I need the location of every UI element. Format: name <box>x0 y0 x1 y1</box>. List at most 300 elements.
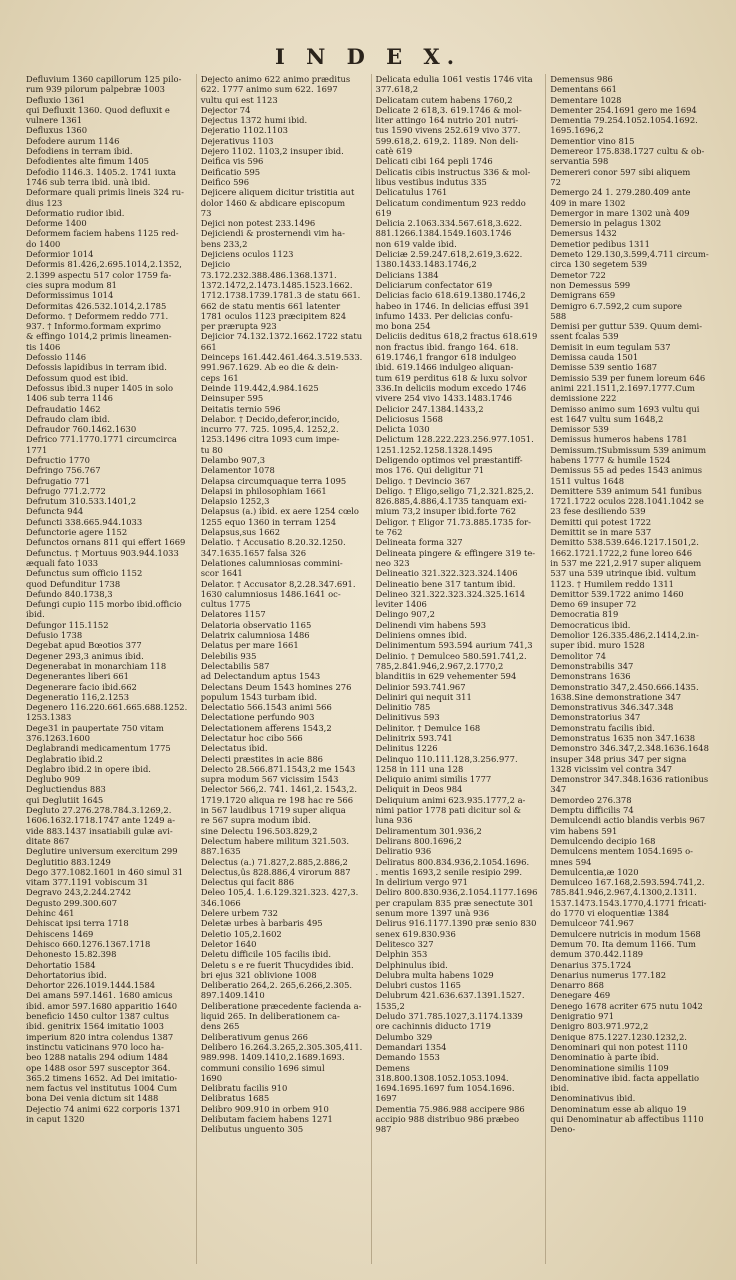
index-entry: tis 1406 <box>26 341 61 352</box>
index-entry: Deformior 1014 <box>26 249 94 260</box>
index-entry: non Demessus 599 <box>550 279 631 290</box>
index-entry: Delinquo 110.111.128,3.256.977. <box>375 753 518 764</box>
index-entry: Dementans 661 <box>550 84 617 95</box>
index-entry: Delinimentum 593.594 aurium 741,3 <box>375 640 533 651</box>
index-entry: mium 73,2 insuper ibid.forte 762 <box>375 506 517 517</box>
index-entry: 991.967.1629. Ab eo die & dein- <box>200 362 339 373</box>
index-entry: Deinde 119.442,4.984.1625 <box>200 382 319 393</box>
index-entry: Defodio 1146.3. 1405.2. 1741 iuxta <box>26 166 176 177</box>
index-entry: Defluxio 1361 <box>26 94 86 105</box>
index-entry: ssent fcalas 539 <box>550 331 619 342</box>
index-entry: Demulcendo decipio 168 <box>550 835 656 846</box>
index-entry: Dehisco 660.1276.1367.1718 <box>26 938 151 949</box>
index-entry: Defossis lapidibus in terram ibid. <box>26 362 167 373</box>
index-entry: Dege31 in paupertate 750 vitam <box>26 722 164 733</box>
index-entry: Delecti præstites in acie 886 <box>200 753 324 764</box>
index-entry: 1253.1383 <box>26 712 72 723</box>
index-entry: 881.1266.1384.1549.1603.1746 <box>375 228 512 239</box>
index-entry: cies supra modum 81 <box>26 279 117 290</box>
index-column-4 <box>545 74 716 1264</box>
index-entry: Dei amans 597.1461. 1680 amicus <box>26 990 173 1001</box>
index-entry: ibid. amor 597.1680 apparitio 1640 <box>26 1000 178 1011</box>
index-entry: 2.1399 aspectu 517 color 1759 fa- <box>26 269 172 280</box>
index-entry: Defungi cupio 115 morbo ibid.officio <box>26 599 182 610</box>
index-entry: Delubrum 421.636.637.1391.1527. <box>375 990 525 1001</box>
index-entry: Dementior vino 815 <box>550 135 635 146</box>
index-entry: Defossio 1146 <box>26 352 87 363</box>
index-entry: Deligo. † Devincio 367 <box>375 475 471 486</box>
index-entry: est 1647 vultu sum 1648,2 <box>550 413 664 424</box>
index-entry: Degenerabat in monarchiam 118 <box>26 660 167 671</box>
index-entry: rum 939 pilorum palpebræ 1003 <box>26 84 165 95</box>
index-entry: Defructio 1770 <box>26 454 90 465</box>
index-entry: Denominatio à parte ibid. <box>550 1052 659 1063</box>
index-entry: Deliberatio 264,2. 265,6.266,2.305. <box>200 980 353 991</box>
index-entry: Dejecto animo 622 animo præditus <box>200 74 351 84</box>
index-entry: Delectans Deum 1543 homines 276 <box>200 681 352 692</box>
index-entry: Demissio 539 per funem loreum 646 <box>550 372 706 383</box>
index-entry: beneficio 1450 cultor 1387 cultus <box>26 1011 169 1022</box>
index-entry: Demittere 539 animum 541 funibus <box>550 485 702 496</box>
index-entry: Deludo 371.785.1027,3.1174.1339 <box>375 1011 523 1022</box>
index-entry: Denominatione similis 1109 <box>550 1062 669 1073</box>
index-entry: Deletor 1640 <box>200 938 257 949</box>
index-entry: Degenero 116.220.661.665.688.1252. <box>26 702 188 713</box>
index-entry: Dejeratio 1102.1103 <box>200 125 289 136</box>
index-entry: Dejectus 1372 humi ibid. <box>200 115 308 126</box>
index-entry: senex 619.830.936 <box>375 928 456 939</box>
index-entry: libus vestibus indutus 335 <box>375 176 487 187</box>
index-entry: Delectabilis 587 <box>200 660 270 671</box>
index-entry: 537 una 539 utrinque ibid. vultum <box>550 568 697 579</box>
index-entry: beo 1288 natalis 294 odium 1484 <box>26 1052 169 1063</box>
index-entry: Defringo 756.767 <box>26 465 101 476</box>
index-entry: Delinendi vim habens 593 <box>375 619 487 630</box>
index-entry: Degluctiendus 883 <box>26 784 106 795</box>
index-entry: qui Defluxit 1360. Quod defluxit e <box>26 104 170 115</box>
index-entry: 897.1409.1410 <box>200 990 265 1001</box>
index-entry: Defraudor 760.1462.1630 <box>26 424 137 435</box>
index-entry: Demonstrans 1636 <box>550 671 631 682</box>
index-entry: blanditiis in 629 vehementer 594 <box>375 671 517 682</box>
index-entry: 1719.1720 aliqua re 198 hac re 566 <box>200 794 354 805</box>
index-entry: Delingo 907,2 <box>375 609 435 620</box>
index-entry: Delapsi in philosophiam 1661 <box>200 485 327 496</box>
index-entry: Delatrix calumniosa 1486 <box>200 630 310 641</box>
index-column-2 <box>196 74 367 1264</box>
index-entry: Defrico 771.1770.1771 circumcirca <box>26 434 177 445</box>
index-entry: nem factus vel institutus 1004 Cum <box>26 1083 178 1094</box>
index-entry: Demonstror 347.348.1636 rationibus <box>550 774 709 785</box>
index-entry: Delatus per mare 1661 <box>200 640 299 651</box>
index-entry: neo 323 <box>375 557 410 568</box>
index-entry: Defluvium 1360 capillorum 125 pilo- <box>26 74 182 84</box>
index-entry: Dejiciendi & prosternendi vim ha- <box>200 228 345 239</box>
index-entry: Demissor 539 <box>550 424 609 435</box>
index-entry: Democraticus ibid. <box>550 619 631 630</box>
index-entry: qui Denominatur ab affectibus 1110 <box>550 1113 704 1124</box>
index-entry: 376.1263.1600 <box>26 733 90 743</box>
index-entry: Delectatus ibid. <box>200 743 268 754</box>
index-entry: Delineata forma 327 <box>375 537 463 548</box>
index-entry: Dejectio 74 animi 622 corporis 1371 <box>26 1103 182 1114</box>
index-entry: 1511 vultus 1648 <box>550 475 625 486</box>
index-entry: non 619 valde ibid. <box>375 238 457 249</box>
index-entry: 826.885,4.886,4.1735 tanquam exi- <box>375 496 527 507</box>
index-entry: Dehinc 461 <box>26 908 75 919</box>
index-entry: vim habens 591 <box>550 825 618 836</box>
index-entry: dens 265 <box>200 1021 240 1032</box>
index-entry: Demetor 722 <box>550 269 606 280</box>
index-entry: Dementia 75.986.988 accipere 986 <box>375 1103 525 1114</box>
index-entry: Deliratio 936 <box>375 846 432 857</box>
index-entry: Deliramentum 301.936,2 <box>375 825 482 836</box>
index-entry: mos 176. Qui deligitur 71 <box>375 465 485 476</box>
index-entry: Delibero 16.264.3.265,2.305.305,411. <box>200 1041 363 1052</box>
index-entry: Defodere aurum 1146 <box>26 135 120 146</box>
index-entry: bens 233,2 <box>200 238 248 249</box>
index-entry: tum 619 perditus 618 & luxu solvor <box>375 372 528 383</box>
index-entry: Deitatis ternio 596 <box>200 403 281 414</box>
index-entry: Demetior pedibus 1311 <box>550 238 650 249</box>
index-entry: Defusio 1738 <box>26 630 83 641</box>
index-entry: Deletu s e re fuerit Thucydides ibid. <box>200 959 354 970</box>
index-entry: Demens 318.800.1308.1052.1053.1094. <box>375 1062 509 1083</box>
index-entry: 619.1746,1 frangor 618 indulgeo <box>375 352 517 363</box>
index-entry: Delabor. † Decido,deferor,incido, <box>200 413 340 424</box>
index-entry: Delumbo 329 <box>375 1031 433 1042</box>
index-entry: Defraudatio 1462 <box>26 403 101 414</box>
index-entry: habeo in 1746. In delicias effusi 391 <box>375 300 530 311</box>
index-entry: Demisse 539 sentio 1687 <box>550 362 658 373</box>
index-entry: Demersio in pelagus 1302 <box>550 218 662 229</box>
index-entry: demum 370.442.1189 <box>550 949 644 960</box>
index-entry: Degener 293,3 animus ibid. <box>26 650 144 661</box>
index-entry: servantia 598 <box>550 156 609 167</box>
index-entry: in 567 laudibus 1719 super aliqua <box>200 805 346 816</box>
index-entry: Deliberativum genus 266 <box>200 1031 308 1042</box>
index-entry: Demulcere nutricis in modum 1568 <box>550 928 701 939</box>
index-column-3 <box>371 74 542 1264</box>
index-entry: Delicior 247.1384.1433,2 <box>375 403 484 414</box>
index-entry: Defrutum 310.533.1401,2 <box>26 496 137 507</box>
index-entry: Deliquium animi 623.935.1777,2 a- <box>375 794 526 805</box>
index-entry: Dejiciens oculos 1123 <box>200 249 294 260</box>
index-entry: Delicate 2 618,3. 619.1746 & mol- <box>375 104 522 115</box>
index-entry: Demolitor 74 <box>550 650 606 661</box>
index-entry: Demissus 55 ad pedes 1543 animus <box>550 465 703 476</box>
index-entry: infumo 1433. Per delicias confu- <box>375 310 513 321</box>
index-entry: Denigro 803.971.972,2 <box>550 1021 649 1032</box>
index-entry: tu 80 <box>200 444 223 455</box>
index-entry: ceps 161 <box>200 372 239 383</box>
index-entry: Deglubo 909 <box>26 774 81 785</box>
index-entry: 1253.1496 citra 1093 cum impe- <box>200 434 340 445</box>
index-entry: Denarius numerus 177.182 <box>550 969 667 980</box>
index-entry: Dehortor 226.1019.1444.1584 <box>26 980 156 991</box>
index-entry: Deliciæ 2.59.247.618,2.619,3.622. <box>375 249 523 260</box>
index-entry: Dejicior 74.132.1372.1662.1722 statu <box>200 331 363 342</box>
index-entry: 1712.1738.1739.1781.3 de statu 661. <box>200 290 361 301</box>
index-entry: Deformatio rudior ibid. <box>26 207 125 218</box>
index-entry: 599.618,2. 619,2. 1189. Non deli- <box>375 135 519 146</box>
index-entry: Delicata edulia 1061 vestis 1746 vita <box>375 74 533 84</box>
index-entry: Deletæ urbes à barbaris 495 <box>200 918 323 929</box>
index-entry: Defuncta 944 <box>26 506 84 517</box>
index-entry: Deno- <box>550 1124 576 1135</box>
index-entry: Deliciosus 1568 <box>375 413 443 424</box>
index-entry: Deligor. † Eligor 71.73.885.1735 for- <box>375 516 531 527</box>
index-entry: Dejero 1102. 1103,2 insuper ibid. <box>200 146 344 157</box>
index-entry: Demandari 1354 <box>375 1041 447 1052</box>
index-entry: Delinior 593.741.967 <box>375 681 466 692</box>
index-entry: Delatio. † Accusatio 8.20.32.1250. <box>200 537 346 548</box>
index-entry: Delubra multa habens 1029 <box>375 969 494 980</box>
index-entry: ibid. <box>550 1083 569 1094</box>
index-entry: Dementer 254.1691 gero me 1694 <box>550 104 697 115</box>
index-entry: insuper 348 prius 347 per signa <box>550 753 687 764</box>
index-entry: Delineatio bene 317 tantum ibid. <box>375 578 516 589</box>
index-entry: do 1400 <box>26 238 61 249</box>
index-entry: 336.In deliciis modum excedo 1746 <box>375 382 527 393</box>
index-entry: Degusto 299.300.607 <box>26 897 118 908</box>
index-entry: Demo 69 insuper 72 <box>550 599 637 610</box>
index-entry: Delicatulus 1761 <box>375 187 448 198</box>
index-entry: Deformo. † Deformem reddo 771. <box>26 310 169 321</box>
index-entry: Dementia 79.254.1052.1054.1692. <box>550 115 698 126</box>
index-entry: Deglutire universum exercitum 299 <box>26 846 178 857</box>
index-entry: Delectationem afferens 1543,2 <box>200 722 332 733</box>
index-entry: æquali fato 1033 <box>26 557 99 568</box>
index-entry: Demensus 986 <box>550 74 613 84</box>
index-entry: Demulceo 167.168,2.593.594.741,2. <box>550 877 705 888</box>
index-entry: Demigro 6.7.592,2 cum supore <box>550 300 682 311</box>
index-entry: 347 <box>550 784 567 795</box>
index-entry: luna 936 <box>375 815 413 826</box>
index-entry: Degenerare facio ibid.662 <box>26 681 137 692</box>
index-entry: Defungor 115.1152 <box>26 619 109 630</box>
index-entry: in 537 me 221,2.917 super aliquem <box>550 557 702 568</box>
index-entry: ore cachinnis diducto 1719 <box>375 1021 491 1032</box>
index-entry: Demonstratio 347,2.450.666.1435. <box>550 681 699 692</box>
index-entry: Delectus qui facit 886 <box>200 877 295 888</box>
index-entry: circa 130 segetem 539 <box>550 259 648 270</box>
index-entry: Demissus humeros habens 1781 <box>550 434 688 445</box>
index-entry: populum 1543 turbam ibid. <box>200 691 318 702</box>
index-entry: liter attingo 164 nutrio 201 nutri- <box>375 115 519 126</box>
index-entry: qui Deglutiit 1645 <box>26 794 104 805</box>
index-entry: in caput 1320 <box>26 1113 85 1124</box>
index-entry: 1694.1695.1697 fum 1054.1696. <box>375 1083 515 1094</box>
index-entry: Delictum 128.222.223.256.977.1051. <box>375 434 534 445</box>
index-entry: Deliberatione præcedente facienda a- <box>200 1000 362 1011</box>
index-entry: Deliquit in Deos 984 <box>375 784 463 795</box>
index-entry: catè 619 <box>375 146 413 157</box>
index-entry: 1537.1473.1543.1770,4.1771 fricati- <box>550 897 707 908</box>
index-entry: Demissa cauda 1501 <box>550 352 639 363</box>
index-entry: Deleo 105,4. 1.6.129.321.323. 427,3. <box>200 887 359 898</box>
index-entry: ditate 867 <box>26 835 70 846</box>
index-entry: Delineo 321.322.323.324.325.1614 <box>375 588 526 599</box>
index-entry: Delirus 916.1177.1390 præ senio 830 <box>375 918 537 929</box>
index-entry: Dejici non potest 233.1496 <box>200 218 316 229</box>
index-entry: Demereri conor 597 sibi aliquem <box>550 166 691 177</box>
index-entry: Delinitio 785 <box>375 702 431 713</box>
index-entry: te 762 <box>375 527 403 538</box>
index-entry: Delicians 1384 <box>375 269 439 280</box>
index-entry: Demptu difficilis 74 <box>550 805 634 816</box>
index-entry: 346.1066 <box>200 897 241 908</box>
index-entry: 365.2 timens 1652. Ad Dei imitatio- <box>26 1072 178 1083</box>
index-entry: Delicatis cibis instructus 336 & mol- <box>375 166 531 177</box>
index-entry: tus 1590 vivens 252.619 vivo 377. <box>375 125 521 136</box>
index-entry: Delapsio 1252,3 <box>200 496 270 507</box>
index-entry: Deformitas 426.532.1014,2.1785 <box>26 300 167 311</box>
index-entry: Delubri custos 1165 <box>375 980 462 991</box>
index-entry: habens 1777 & humile 1524 <box>550 454 671 465</box>
index-entry: Demittit se in mare 537 <box>550 527 652 538</box>
index-entry: Demulcens mentem 1054.1695 o- <box>550 846 693 857</box>
index-entry: Delibutam faciem habens 1271 <box>200 1113 333 1124</box>
index-entry: Deglabratio ibid.2 <box>26 753 103 764</box>
index-entry: Deinsuper 595 <box>200 393 264 404</box>
index-entry: Delectatio 566.1543 animi 566 <box>200 702 332 713</box>
index-entry: Deformissimus 1014 <box>26 290 114 301</box>
index-entry: Demordeo 276.378 <box>550 794 632 805</box>
index-entry: Delere urbem 732 <box>200 908 278 919</box>
index-entry: supra modum 567 vicissim 1543 <box>200 774 339 785</box>
index-entry: Delatores 1157 <box>200 609 266 620</box>
index-entry: Delicta 1030 <box>375 424 430 435</box>
index-entry: vulnere 1361 <box>26 115 83 126</box>
index-entry: animi 221.1511,2.1697.1777.Cum <box>550 382 695 393</box>
index-entry: vitam 377.1191 vobiscum 31 <box>26 877 149 888</box>
index-entry: Delphin 353 <box>375 949 428 960</box>
index-entry: Defodientes alte fimum 1405 <box>26 156 149 167</box>
index-entry: Demigrans 659 <box>550 290 616 301</box>
index-entry: Delibutus unguento 305 <box>200 1124 304 1135</box>
index-entry: Delambo 907,3 <box>200 454 266 465</box>
index-entry: ibid. <box>26 609 45 620</box>
index-entry: 588 <box>550 310 567 321</box>
index-entry: 937. † Informo.formam exprimo <box>26 321 161 332</box>
index-entry: Dejicere aliquem dicitur tristitia aut <box>200 187 355 198</box>
index-entry: Delapsus (a.) ibid. ex aere 1254 cœlo <box>200 506 359 517</box>
index-entry: Defodiens in terram ibid. <box>26 146 133 157</box>
index-entry: per crapulam 835 præ senectute 301 <box>375 897 534 908</box>
index-entry: Degluto 27.276.278.784.3.1269,2. <box>26 805 172 816</box>
index-entry: 1721.1722 oculos 228.1041.1042 se <box>550 496 704 507</box>
index-entry: Delector 566,2. 741. 1461,2. 1543,2. <box>200 784 358 795</box>
index-entry: communi consilio 1696 simul <box>200 1062 325 1073</box>
index-entry: Delatoria observatio 1165 <box>200 619 312 630</box>
index-entry: Demereor 175.838.1727 cultu & ob- <box>550 146 705 157</box>
index-entry: Delapsa circumquaque terra 1095 <box>200 475 347 486</box>
index-entry: Dementare 1028 <box>550 94 622 105</box>
index-entry: Delapsus,sus 1662 <box>200 527 281 538</box>
index-entry: Denominatum esse ab aliquo 19 <box>550 1103 687 1114</box>
index-entry: ibid. genitrix 1564 imitatio 1003 <box>26 1021 164 1032</box>
index-entry: Defossum quod est ibid. <box>26 372 129 383</box>
index-entry: Delinitrix 593.741 <box>375 733 453 743</box>
index-entry: Deificatio 595 <box>200 166 261 177</box>
index-entry: Delectus (a.) 71.827,2.885,2.886,2 <box>200 856 348 867</box>
index-entry: Delebilis 935 <box>200 650 257 661</box>
index-entry: 1771 <box>26 444 48 455</box>
index-entry: Delectus,ûs 828.886,4 virorum 887 <box>200 866 351 877</box>
index-entry: Dehiscat ipsi terra 1718 <box>26 918 129 929</box>
index-entry: Delicatam cutem habens 1760,2 <box>375 94 513 105</box>
index-entry: Democratia 819 <box>550 609 619 620</box>
index-entry: Delinio. † Demulceo 580.591.741,2. <box>375 650 527 661</box>
index-entry: Demolior 126.335.486,2.1414,2.in- <box>550 630 699 641</box>
index-entry: Denominative ibid. facta appellatio <box>550 1072 700 1083</box>
index-entry: imperium 820 intra colendus 1387 <box>26 1031 174 1042</box>
index-entry: Delitesco 327 <box>375 938 434 949</box>
index-entry: Dejector 74 <box>200 104 251 115</box>
index-entry: 619 <box>375 207 392 218</box>
index-entry: Dejicio 73.172.232.388.486.1368.1371. <box>200 259 337 280</box>
index-entry: Deifico 596 <box>200 176 250 187</box>
index-entry: 1123. † Humilem reddo 1311 <box>550 578 674 589</box>
index-entry: Deletu difficile 105 facilis ibid. <box>200 949 331 960</box>
index-entry: Delineata pingere & effingere 319 te- <box>375 547 536 558</box>
index-entry: Demonstratu facilis ibid. <box>550 722 655 733</box>
index-entry: Delinitus 1226 <box>375 743 438 754</box>
index-entry: Dehortatio 1584 <box>26 959 96 970</box>
index-entry: do 1770 vi eloquentiæ 1384 <box>550 908 670 919</box>
index-entry: 72 <box>550 176 561 187</box>
index-entry: mo bona 254 <box>375 321 431 332</box>
index-entry: Demonstratus 1635 non 347.1638 <box>550 733 696 743</box>
index-entry: Deliniri qui nequit 311 <box>375 691 472 702</box>
index-entry: Deglabrandi medicamentum 1775 <box>26 743 171 754</box>
index-entry: Defuncti 338.665.944.1033 <box>26 516 143 527</box>
index-entry: Demisit in eum tegulam 537 <box>550 341 671 352</box>
index-entry: & effingo 1014,2 primis lineamen- <box>26 331 172 342</box>
index-entry: Deformis 81.426,2.695.1014,2.1352, <box>26 259 182 270</box>
index-entry: Degravo 243,2.244.2742 <box>26 887 132 898</box>
index-entry: Delectum habere militum 321.503. <box>200 835 350 846</box>
index-entry: cultus 1775 <box>200 599 251 610</box>
index-entry: Defunctorie agere 1152 <box>26 527 128 538</box>
index-entry: 1328 vicissim vel contra 347 <box>550 763 673 774</box>
index-entry: Delibratus 1685 <box>200 1093 270 1104</box>
index-entry: Defraudo clam ibid. <box>26 413 110 424</box>
index-entry: Denominativus ibid. <box>550 1093 636 1104</box>
index-entry: Dejerativus 1103 <box>200 135 274 146</box>
index-entry: Deliniens omnes ibid. <box>375 630 467 641</box>
index-entry: nimi patior 1778 pati dicitur sol & <box>375 805 521 816</box>
index-entry: 1690 <box>200 1072 223 1083</box>
index-entry: Defrugatio 771 <box>26 475 91 486</box>
index-entry: instinctu vaticinans 970 loco ha- <box>26 1041 164 1052</box>
index-entry: ad Delectandum aptus 1543 <box>200 671 321 682</box>
index-entry: Demittor 539.1722 animo 1460 <box>550 588 684 599</box>
index-entry: Demissum.†Submissum 539 animum <box>550 444 707 455</box>
index-entry: Defunctos ornans 811 qui effert 1669 <box>26 537 186 548</box>
index-entry: 1606.1632.1718.1747 ante 1249 a- <box>26 815 176 826</box>
index-entry: Demergor in mare 1302 unà 409 <box>550 207 690 218</box>
index-entry: Demum 70. Ita demum 1166. Tum <box>550 938 696 949</box>
index-entry: Denigratio 971 <box>550 1011 615 1022</box>
index-entry: Deliciarum confectator 619 <box>375 279 493 290</box>
index-entry: Denarius 375.1724 <box>550 959 632 970</box>
index-entry: bona Dei venia dictum sit 1488 <box>26 1093 159 1104</box>
index-entry: Defrugo 771.2.772 <box>26 485 106 496</box>
index-entry: Delinitivus 593 <box>375 712 440 723</box>
index-entry: Defossus ibid.3 nuper 1405 in solo <box>26 382 174 393</box>
